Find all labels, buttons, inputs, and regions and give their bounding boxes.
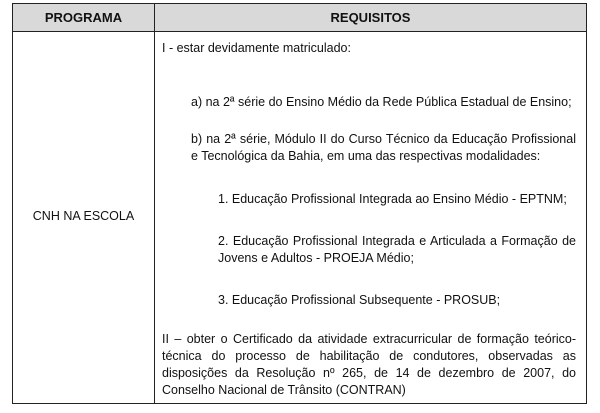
modality-item-1: 1. Educação Profissional Integrada ao Ensino Médio - EPTNM; xyxy=(218,192,567,206)
requirements-table xyxy=(12,3,587,404)
modality-item-2: 2. Educação Profissional Integrada e Articulada a Formação de Jovens e Adultos - PROEJA Médio; xyxy=(218,234,576,265)
requirement-2: II – obter o Certificado da atividade extracurricular de formação teórico-técnica do processo de habilitação de condutores, observadas as disposições da Resolução nº 265, de 14 de dezembro de 2007, do Conselho Nacional de Trânsito (CONTRAN) xyxy=(162,332,576,397)
header-programa: PROGRAMA xyxy=(44,10,123,25)
requirement-1-intro: I - estar devidamente matriculado: xyxy=(162,41,351,55)
requirement-1-option-a: a) na 2ª série do Ensino Médio da Rede Pública Estadual de Ensino; xyxy=(191,95,572,109)
header-requisitos: REQUISITOS xyxy=(330,10,411,25)
table-header xyxy=(13,4,586,32)
program-name: CNH NA ESCOLA xyxy=(32,209,135,223)
requirement-1-option-b: b) na 2ª série, Módulo II do Curso Técnico da Educação Profissional e Tecnológica da Bahia, em uma das respectivas modalidades: xyxy=(191,132,576,163)
modality-item-3: 3. Educação Profissional Subsequente - PROSUB; xyxy=(218,293,501,307)
column-divider xyxy=(154,4,155,403)
